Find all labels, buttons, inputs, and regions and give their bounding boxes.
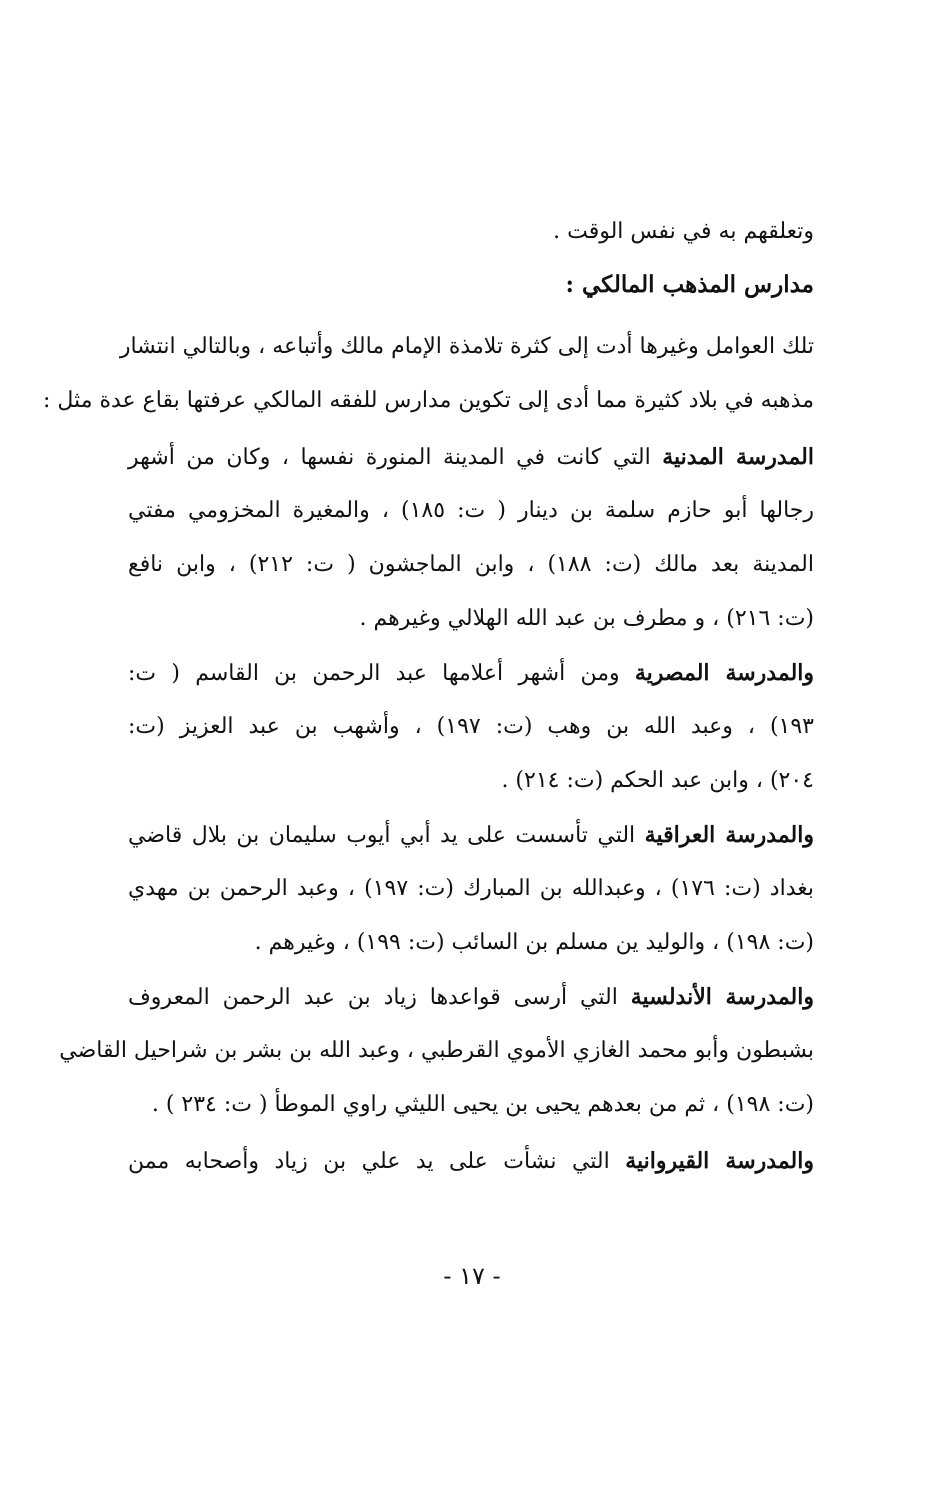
school-name-qayrawan: والمدرسة القيروانية (625, 1148, 814, 1174)
text-line-6: رجالها أبو حازم سلمة بن دينار ( ت: ١٨٥) ، والمغيرة المخزومي مفتي (128, 498, 814, 523)
text-line-4: مذهبه في بلاد كثيرة مما أدى إلى تكوين مدارس للفقه المالكي عرفتها بقاع عدة مثل : (42, 388, 814, 413)
text-line-12: والمدرسة العراقية التي تأسست على يد أبي أيوب سليمان بن بلال قاضي (128, 822, 814, 848)
text-line-1: وتعلقهم به في نفس الوقت . (553, 219, 814, 244)
text-line-11: ٢٠٤) ، وابن عبد الحكم (ت: ٢١٤) . (501, 768, 814, 793)
text-line-5: المدرسة المدنية التي كانت في المدينة المنورة نفسها ، وكان من أشهر (128, 444, 814, 470)
text-line-17: (ت: ١٩٨) ، ثم من بعدهم يحيى بن يحيى الليثي راوي الموطأ ( ت: ٢٣٤ ) . (151, 1092, 814, 1117)
text-line-9: والمدرسة المصرية ومن أشهر أعلامها عبد الرحمن بن القاسم ( ت: (128, 660, 815, 686)
school-name-andalus: والمدرسة الأندلسية (630, 984, 814, 1010)
text-line-13: بغداد (ت: ١٧٦) ، وعبدالله بن المبارك (ت: ١٩٧) ، وعبد الرحمن بن مهدي (128, 876, 814, 901)
text-line-10: ١٩٣) ، وعبد الله بن وهب (ت: ١٩٧) ، وأشهب بن عبد العزيز (ت: (128, 714, 814, 739)
text-line-18: والمدرسة القيروانية التي نشأت على يد علي بن زياد وأصحابه ممن (128, 1148, 814, 1174)
school-name-egypt: والمدرسة المصرية (634, 660, 815, 686)
school-name-madinah: المدرسة المدنية (662, 444, 814, 470)
text-line-14: (ت: ١٩٨) ، والوليد ين مسلم بن السائب (ت: ١٩٩) ، وغيرهم . (254, 930, 814, 955)
text-line-16: بشبطون وأبو محمد الغازي الأموي القرطبي ، وعبد الله بن بشر بن شراحيل القاضي (59, 1038, 814, 1063)
text-line-15: والمدرسة الأندلسية التي أرسى قواعدها زياد بن عبد الرحمن المعروف (128, 984, 814, 1010)
section-heading: مدارس المذهب المالكي : (565, 271, 814, 298)
text-line-8: (ت: ٢١٦) ، و مطرف بن عبد الله الهلالي وغيرهم . (359, 606, 814, 631)
page-number: - ١٧ - (443, 1262, 501, 1290)
text-line-3: تلك العوامل وغيرها أدت إلى كثرة تلامذة الإمام مالك وأتباعه ، وبالتالي انتشار (119, 334, 814, 359)
school-name-iraq: والمدرسة العراقية (644, 822, 814, 848)
text-line-7: المدينة بعد مالك (ت: ١٨٨) ، وابن الماجشون ( ت: ٢١٢) ، وابن نافع (128, 552, 814, 577)
